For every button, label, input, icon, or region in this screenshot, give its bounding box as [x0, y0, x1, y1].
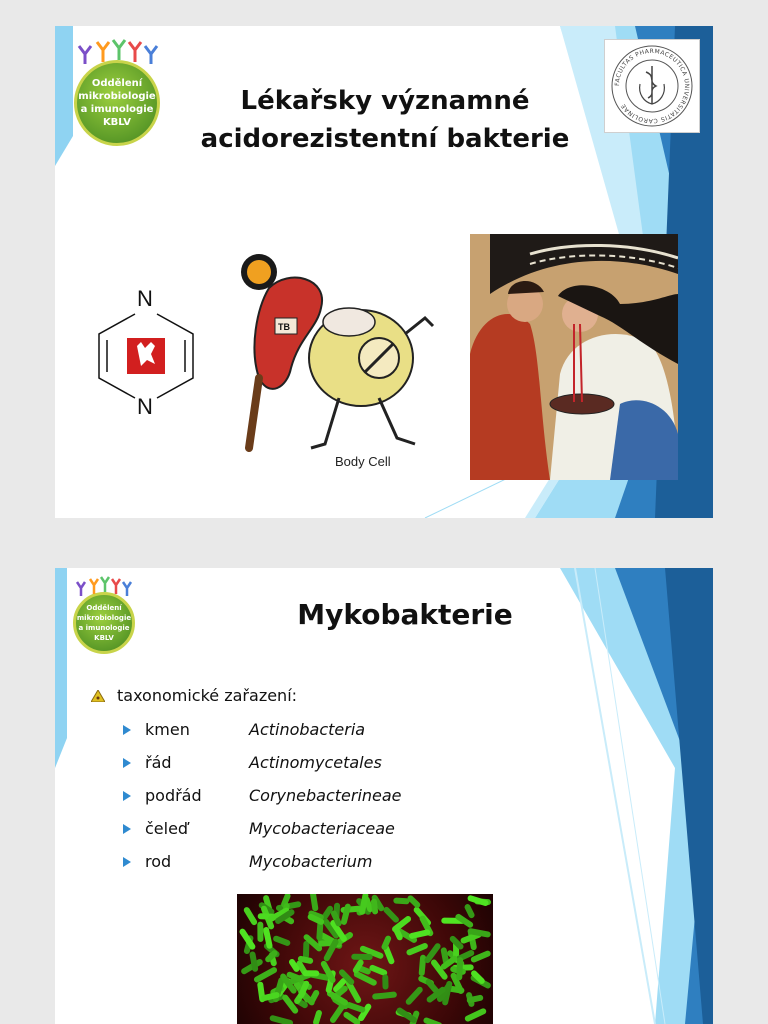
- bacillus-rod: [269, 1015, 294, 1024]
- taxonomy-taxon: Mycobacteriaceae: [249, 819, 395, 838]
- pyrazine-atom-top: N: [137, 286, 153, 311]
- cartoon-caption: Body Cell: [335, 454, 391, 469]
- taxonomy-heading: taxonomické zařazení:: [117, 686, 298, 705]
- logo-line-1: Oddělení: [91, 78, 143, 89]
- title-line-1: Lékařsky významné: [240, 86, 530, 116]
- bacillus-rod: [464, 903, 476, 919]
- arrow-bullet-icon: [123, 824, 131, 834]
- bacillus-rod: [467, 895, 489, 907]
- arrow-bullet-icon: [123, 857, 131, 867]
- taxonomy-taxon: Corynebacterineae: [249, 786, 402, 805]
- department-logo: [71, 38, 163, 146]
- bacillus-rod: [257, 922, 263, 942]
- taxonomy-taxon: Actinomycetales: [249, 753, 382, 772]
- antibody-icons: [71, 38, 163, 68]
- tb-cartoon: [229, 248, 439, 478]
- pyrazine-atom-bottom: N: [137, 394, 153, 419]
- bacillus-rod: [345, 1001, 366, 1013]
- bacillus-rod: [423, 1017, 443, 1024]
- slide-2: [55, 568, 713, 1024]
- slide-1-title: [175, 82, 595, 158]
- bacillus-rod: [312, 1009, 322, 1024]
- taxonomy-rank: kmen: [145, 720, 190, 739]
- taxonomy-row-rod: [123, 852, 372, 871]
- logo-line-2: mikrobiologie: [78, 91, 156, 102]
- slide-2-title: Mykobakterie: [297, 598, 513, 631]
- taxonomy-rank: řád: [145, 753, 172, 772]
- logo-line-3: a imunologie: [78, 624, 130, 632]
- bacilli-illustration: [237, 894, 493, 1024]
- bacillus-rod: [382, 906, 400, 924]
- bacillus-rod: [309, 894, 318, 912]
- bacillus-rod: [418, 955, 426, 977]
- bacillus-rod: [340, 903, 351, 926]
- bacillus-rod: [372, 991, 397, 999]
- seal-text: FACULTAS PHARMACEUTICA UNIVERSITATIS CAROLINAE: [613, 47, 691, 125]
- taxonomy-row-kmen: [123, 720, 365, 739]
- taxonomy-taxon: Actinobacteria: [249, 720, 366, 739]
- bacillus-rod: [404, 985, 423, 1005]
- taxonomy-rank: rod: [145, 852, 172, 871]
- taxonomy-row-celed: [123, 819, 395, 838]
- painting-illustration: [470, 234, 678, 480]
- taxonomy-row-podrad: [123, 786, 402, 805]
- tb-cartoon-illustration: [229, 248, 439, 478]
- title-line-2: acidorezistentní bakterie: [200, 124, 570, 154]
- bacillus-rod: [243, 906, 259, 926]
- logo-line-4: KBLV: [94, 634, 114, 642]
- taxonomy-rank: čeleď: [145, 819, 189, 838]
- faculty-seal: [604, 39, 700, 133]
- logo-line-3: a imunologie: [80, 104, 154, 115]
- taxonomy-rank: podřád: [145, 786, 202, 805]
- arrow-bullet-icon: [123, 725, 131, 735]
- logo-line-1: Oddělení: [86, 604, 122, 612]
- bacillus-rod: [408, 929, 430, 940]
- department-logo-small: [71, 576, 137, 654]
- logo-line-2: mikrobiologie: [76, 614, 132, 622]
- taxonomy-row-rad: [123, 753, 382, 772]
- seal-emblem-icon: [610, 44, 694, 128]
- mycobacteria-micrograph: [237, 894, 493, 1024]
- arrow-bullet-icon: [123, 791, 131, 801]
- bacillus-rod: [406, 942, 429, 956]
- logo-line-4: KBLV: [102, 117, 132, 128]
- bacillus-rod: [351, 954, 373, 960]
- taxonomy-bullet: [91, 686, 297, 705]
- triangle-bullet-icon: [91, 690, 105, 702]
- historical-painting: [470, 234, 678, 480]
- arrow-bullet-icon: [123, 758, 131, 768]
- bacillus-rod: [272, 935, 291, 947]
- pyrazine-structure: [91, 288, 211, 418]
- slide-1: [55, 26, 713, 518]
- bacillus-rod: [456, 957, 463, 980]
- bacillus-rod: [464, 1007, 487, 1022]
- bacillus-rod: [303, 941, 310, 959]
- bacillus-rod: [393, 898, 410, 905]
- taxonomy-taxon: Mycobacterium: [249, 852, 373, 871]
- tb-shirt-label: TB: [278, 322, 290, 332]
- bacillus-rod: [303, 970, 320, 976]
- antibody-icons: [71, 576, 137, 598]
- bacillus-rod: [381, 935, 393, 951]
- bacillus-rod: [382, 974, 388, 989]
